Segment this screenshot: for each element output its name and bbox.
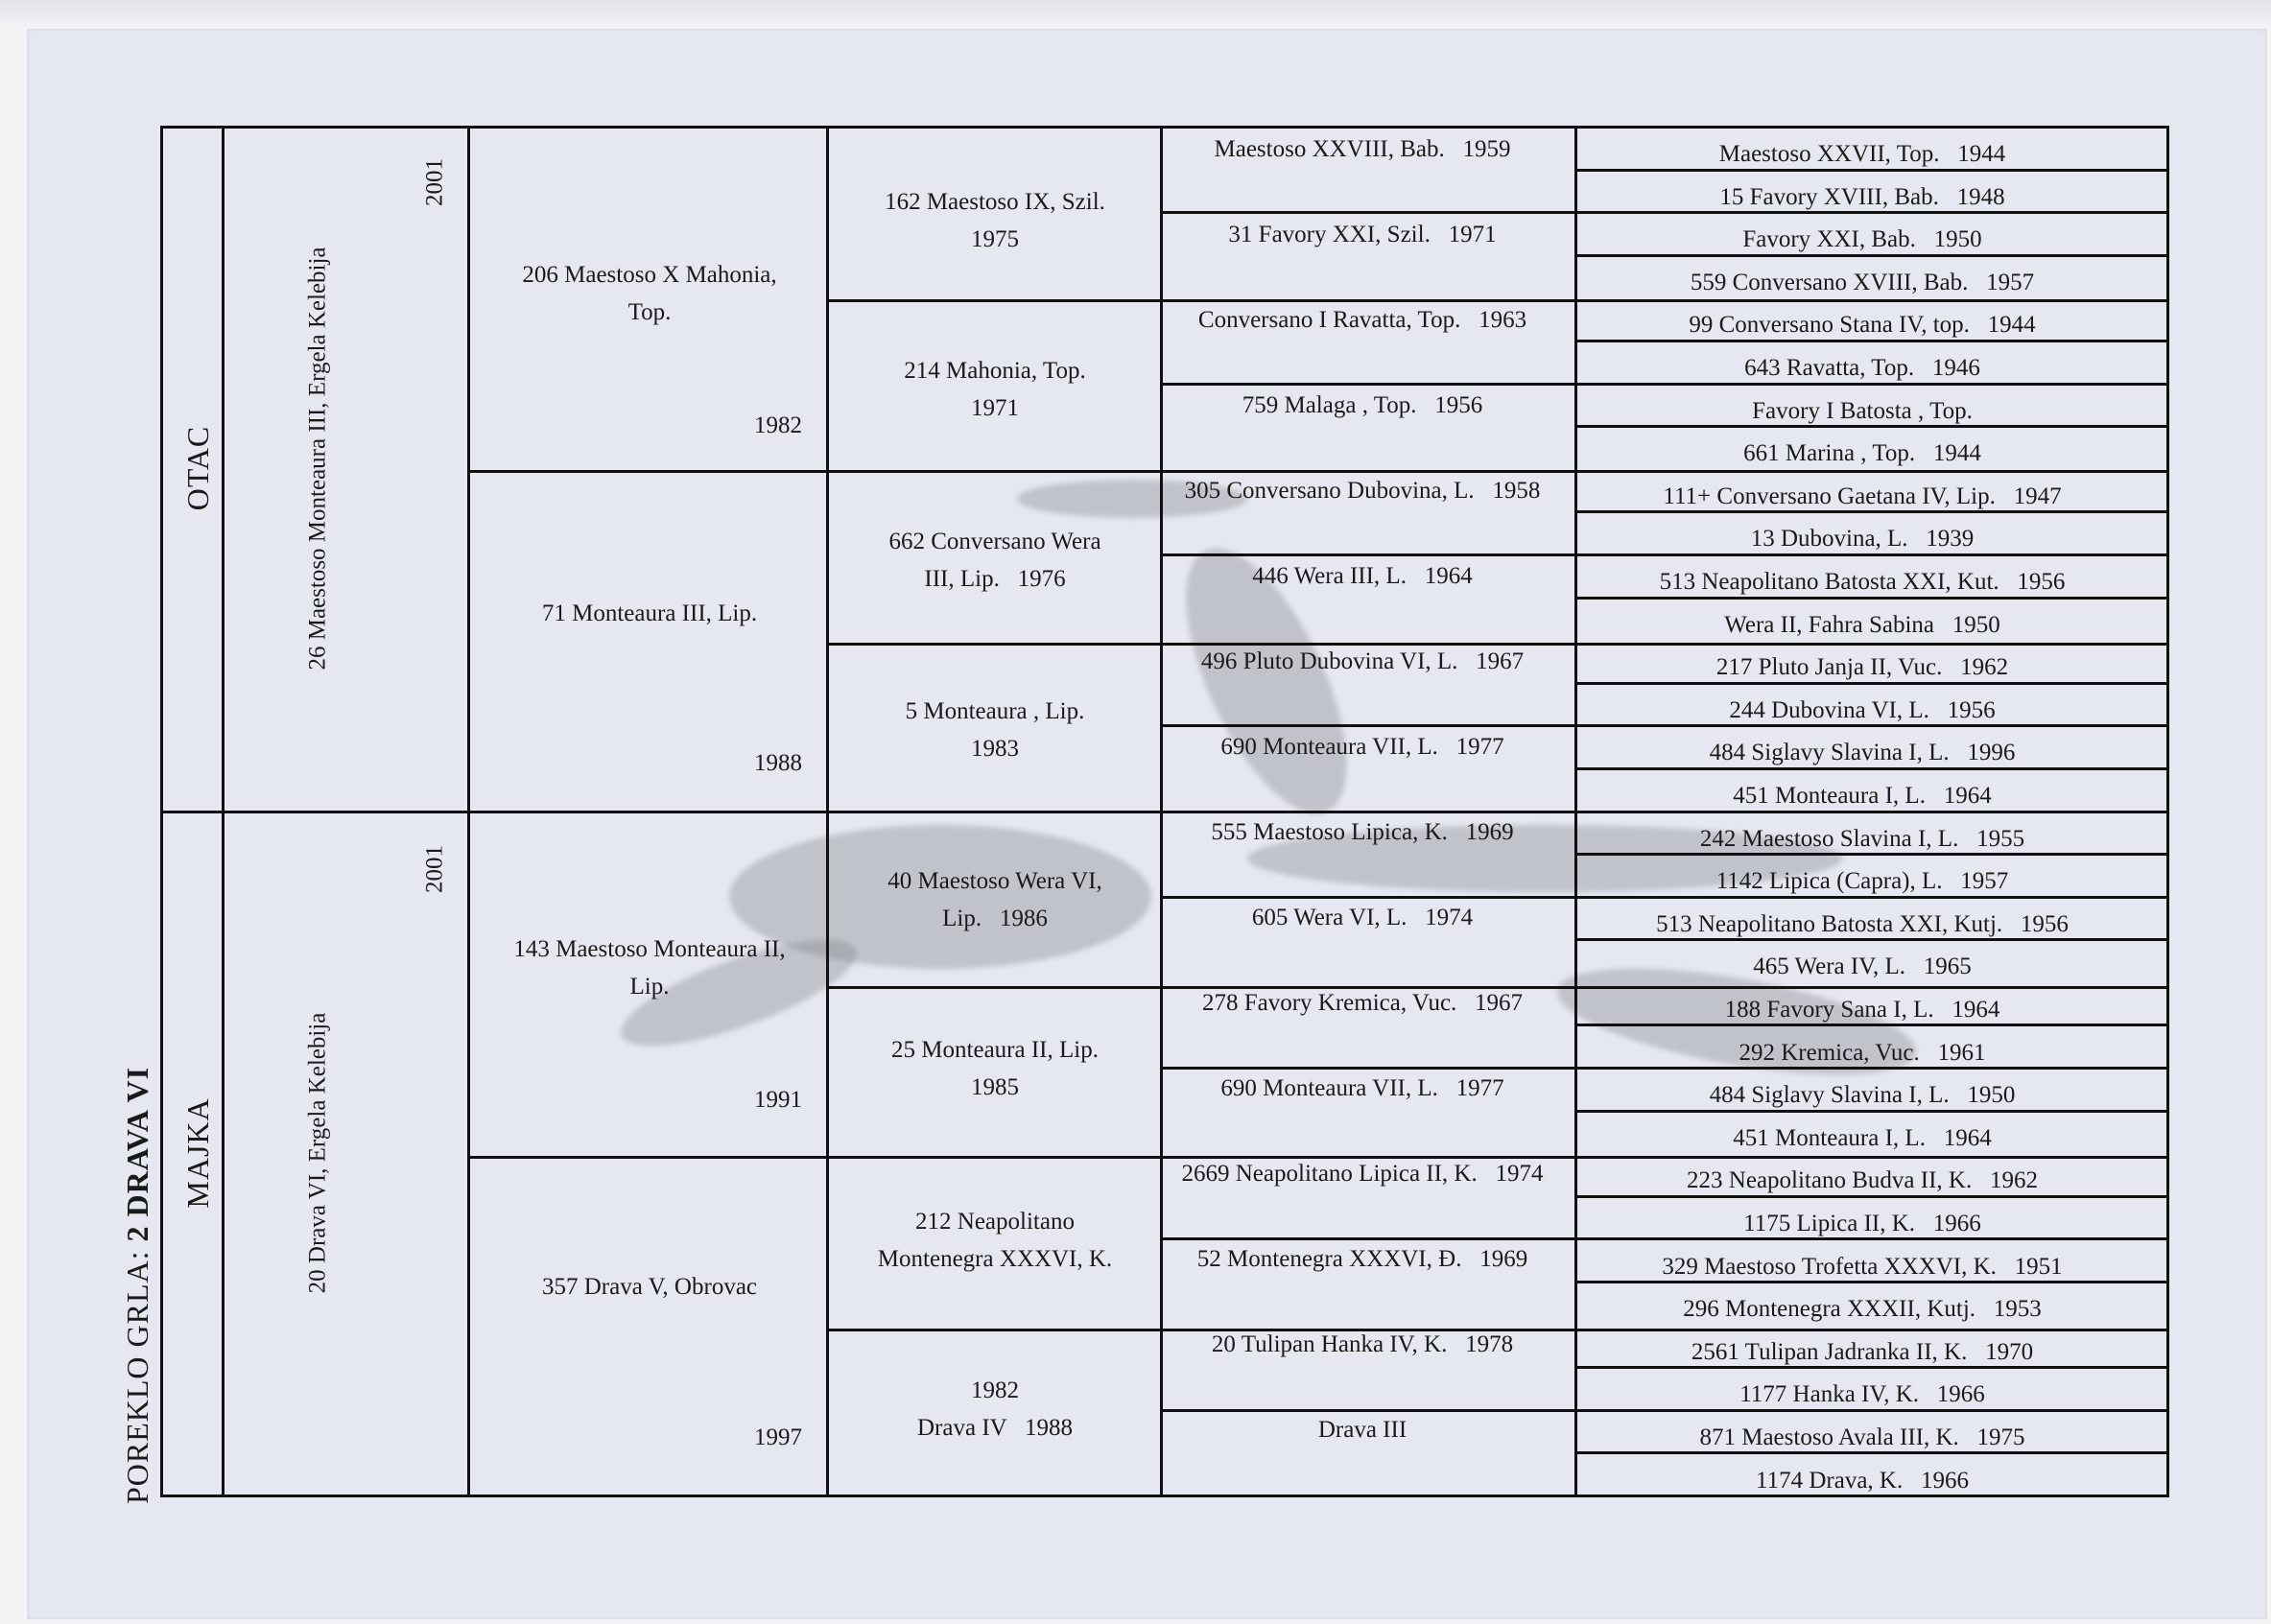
- gen4-ancestor: 690 Monteaura VII, L. 1977: [1220, 734, 1504, 760]
- gen4-ancestor: 2669 Neapolitano Lipica II, K. 1974: [1181, 1161, 1544, 1187]
- gen5-ancestor: 1142 Lipica (Capra), L. 1957: [1715, 868, 2009, 895]
- grid-gen4-split: [1160, 1237, 2166, 1240]
- grid-gen5-split: [1574, 169, 2166, 172]
- horse-name: 2 DRAVA VI: [120, 1066, 154, 1242]
- grid-gen5-split: [1574, 1195, 2166, 1198]
- gen5-ancestor: 559 Conversano XVIII, Bab. 1957: [1690, 269, 2035, 295]
- gen3-cell: [841, 352, 1148, 427]
- grid-vertical: [2166, 126, 2169, 1495]
- gen5-ancestor: Wera II, Fahra Sabina 1950: [1724, 611, 2000, 638]
- gen5-ancestor: 484 Siglavy Slavina I, L. 1950: [1709, 1082, 2016, 1109]
- gen5-ancestor: 296 Montenegra XXXII, Kutj. 1953: [1683, 1296, 2042, 1323]
- gen5-ancestor: 513 Neapolitano Batosta XXI, Kut. 1956: [1659, 569, 2066, 595]
- gen5-ancestor: 217 Pluto Janja II, Vuc. 1962: [1715, 654, 2009, 681]
- gen5-ancestor: 188 Favory Sana I, L. 1964: [1724, 997, 2000, 1023]
- gen2-year: 1988: [754, 750, 802, 776]
- gen3-line1: 40 Maestoso Wera VI,: [887, 868, 1102, 894]
- gen5-ancestor: 513 Neapolitano Batosta XXI, Kutj. 1956: [1656, 910, 2069, 937]
- grid-gen4-split: [1160, 211, 2166, 214]
- grid-gen5-split: [1574, 682, 2166, 685]
- gen3-line1: 1982: [971, 1377, 1019, 1403]
- gen5-ancestor: 292 Kremica, Vuc. 1961: [1739, 1039, 1986, 1066]
- gen5-ancestor: 1174 Drava, K. 1966: [1756, 1467, 1969, 1494]
- gen5-ancestor: 223 Neapolitano Budva II, K. 1962: [1687, 1167, 2038, 1194]
- gen5-ancestor: 111+ Conversano Gaetana IV, Lip. 1947: [1663, 482, 2062, 509]
- gen5-ancestor: 871 Maestoso Avala III, K. 1975: [1699, 1424, 2025, 1450]
- gen1-sire-year: 2001: [421, 158, 448, 206]
- gen4-ancestor: Maestoso XXVIII, Bab. 1959: [1214, 136, 1511, 162]
- gen3-line2: III, Lip. 1976: [924, 566, 1066, 592]
- gen3-cell: [841, 183, 1148, 258]
- gen2-name: 143 Maestoso Monteaura II, Lip.: [513, 936, 786, 1000]
- gen3-line2: 1983: [971, 736, 1019, 762]
- gen5-ancestor: 1177 Hanka IV, K. 1966: [1739, 1381, 1985, 1408]
- gen5-ancestor: 99 Conversano Stana IV, top. 1944: [1689, 312, 2036, 339]
- grid-gen5-split: [1574, 510, 2166, 513]
- gen3-cell: [841, 693, 1148, 767]
- gen1-sire: 26 Maestoso Monteaura III, Ergela Kelebija: [304, 247, 331, 671]
- gen2-year: 1997: [754, 1424, 802, 1450]
- gen4-ancestor: 759 Malaga , Top. 1956: [1242, 392, 1483, 418]
- gen2-name: 206 Maestoso X Mahonia, Top.: [522, 262, 777, 325]
- section-father: OTAC: [180, 425, 215, 511]
- grid-gen2-split: [467, 470, 2166, 473]
- gen3-line2: 1971: [971, 395, 1019, 421]
- gen3-line1: 212 Neapolitano: [915, 1209, 1075, 1235]
- gen5-ancestor: Favory I Batosta , Top.: [1752, 397, 1973, 424]
- gen3-line2: 1975: [971, 226, 1019, 252]
- gen2-year: 1982: [754, 412, 802, 438]
- gen3-line1: 662 Conversano Wera: [888, 529, 1101, 554]
- grid-gen4-split: [1160, 896, 2166, 899]
- gen3-cell: [832, 1203, 1158, 1278]
- gen4-ancestor: 446 Wera III, L. 1964: [1252, 563, 1473, 589]
- gen5-ancestor: 244 Dubovina VI, L. 1956: [1729, 696, 1996, 723]
- gen4-ancestor: Drava III: [1317, 1417, 1408, 1443]
- gen5-ancestor: 484 Siglavy Slavina I, L. 1996: [1709, 740, 2016, 766]
- gen3-cell: [841, 1372, 1148, 1447]
- gen5-ancestor: 2561 Tulipan Jadranka II, K. 1970: [1691, 1338, 2034, 1365]
- gen3-line2: Lip. 1986: [942, 906, 1048, 931]
- gen5-ancestor: 329 Maestoso Trofetta XXXVI, K. 1951: [1662, 1253, 2063, 1280]
- gen2-year: 1991: [754, 1087, 802, 1113]
- gen2-cell: [506, 1268, 793, 1306]
- grid-gen3-split: [826, 643, 2166, 646]
- grid-gen5-split: [1574, 597, 2166, 600]
- grid-bottom: [160, 1495, 2169, 1497]
- gen4-ancestor: 52 Montenegra XXXVI, Đ. 1969: [1196, 1246, 1528, 1272]
- gen5-ancestor: 451 Monteaura I, L. 1964: [1733, 783, 1992, 809]
- title-prefix: POREKLO GRLA:: [120, 1241, 154, 1505]
- gen5-ancestor: 465 Wera IV, L. 1965: [1753, 953, 1972, 980]
- grid-gen4-split: [1160, 1067, 2166, 1070]
- grid-gen5-split: [1574, 1451, 2166, 1454]
- gen3-cell: [841, 523, 1148, 598]
- grid-gen5-split: [1574, 1281, 2166, 1283]
- gen4-ancestor: 305 Conversano Dubovina, L. 1958: [1184, 478, 1541, 504]
- grid-gen3-split: [826, 1329, 2166, 1331]
- gen4-ancestor: Conversano I Ravatta, Top. 1963: [1197, 307, 1527, 333]
- grid-gen4-split: [1160, 553, 2166, 556]
- grid-gen5-split: [1574, 254, 2166, 257]
- grid-gen5-split: [1574, 1366, 2166, 1369]
- grid-top: [160, 126, 2169, 129]
- gen2-name: 71 Monteaura III, Lip.: [541, 600, 758, 626]
- grid-gen2-split: [467, 1156, 2166, 1159]
- grid-gen5-split: [1574, 425, 2166, 428]
- gen4-ancestor: 555 Maestoso Lipica, K. 1969: [1211, 819, 1514, 845]
- gen5-ancestor: 15 Favory XVIII, Bab. 1948: [1719, 183, 2005, 210]
- gen4-ancestor: 278 Favory Kremica, Vuc. 1967: [1201, 990, 1524, 1016]
- gen1-dam-year: 2001: [421, 845, 448, 893]
- grid-gen4-split: [1160, 1409, 2166, 1412]
- gen3-line1: 214 Mahonia, Top.: [904, 358, 1086, 384]
- gen1-dam: 20 Drava VI, Ergela Kelebija: [304, 1012, 331, 1294]
- gen4-ancestor: 605 Wera VI, L. 1974: [1251, 905, 1474, 930]
- gen2-cell: [506, 256, 793, 331]
- section-mother: MAJKA: [180, 1097, 215, 1209]
- gen5-ancestor: 643 Ravatta, Top. 1946: [1744, 355, 1980, 381]
- gen3-line1: 25 Monteaura II, Lip.: [891, 1037, 1099, 1063]
- grid-gen5-split: [1574, 340, 2166, 342]
- gen3-line1: 5 Monteaura , Lip.: [905, 698, 1085, 724]
- gen3-line2: 1985: [971, 1074, 1019, 1100]
- grid-gen3-split: [826, 299, 2166, 302]
- gen5-ancestor: 1175 Lipica II, K. 1966: [1743, 1211, 1981, 1236]
- pedigree-title: [122, 1067, 153, 1504]
- grid-gen5-split: [1574, 1110, 2166, 1113]
- gen4-ancestor: 496 Pluto Dubovina VI, L. 1967: [1200, 648, 1525, 674]
- grid-gen4-split: [1160, 383, 2166, 386]
- gen3-cell: [841, 1031, 1148, 1106]
- gen4-ancestor: 31 Favory XXI, Szil. 1971: [1228, 222, 1497, 247]
- gen3-line2: Montenegra XXXVI, K.: [877, 1246, 1113, 1272]
- gen2-cell: [506, 930, 793, 1005]
- grid-gen3-split: [826, 986, 2166, 989]
- gen4-ancestor: 690 Monteaura VII, L. 1977: [1220, 1075, 1504, 1101]
- gen5-ancestor: 242 Maestoso Slavina I, L. 1955: [1699, 825, 2025, 852]
- grid-mid: [160, 811, 2166, 813]
- gen5-ancestor: 13 Dubovina, L. 1939: [1750, 526, 1975, 553]
- grid-gen4-split: [1160, 724, 2166, 727]
- grid-gen5-split: [1574, 853, 2166, 856]
- scan-top-edge: [0, 0, 2271, 29]
- grid-gen5-split: [1574, 767, 2166, 770]
- gen5-ancestor: 661 Marina , Top. 1944: [1743, 440, 1981, 467]
- grid-gen5-split: [1574, 1024, 2166, 1026]
- gen2-name: 357 Drava V, Obrovac: [541, 1274, 758, 1300]
- gen5-ancestor: Favory XXI, Bab. 1950: [1742, 226, 1982, 253]
- gen3-line1: 162 Maestoso IX, Szil.: [885, 189, 1105, 215]
- gen5-ancestor: Maestoso XXVII, Top. 1944: [1718, 141, 2006, 167]
- grid-gen5-split: [1574, 938, 2166, 941]
- gen3-line2: Drava IV 1988: [917, 1415, 1073, 1441]
- gen3-cell: [841, 862, 1148, 937]
- gen2-cell: [506, 595, 793, 632]
- gen5-ancestor: 451 Monteaura I, L. 1964: [1733, 1124, 1992, 1151]
- gen4-ancestor: 20 Tulipan Hanka IV, K. 1978: [1211, 1331, 1514, 1357]
